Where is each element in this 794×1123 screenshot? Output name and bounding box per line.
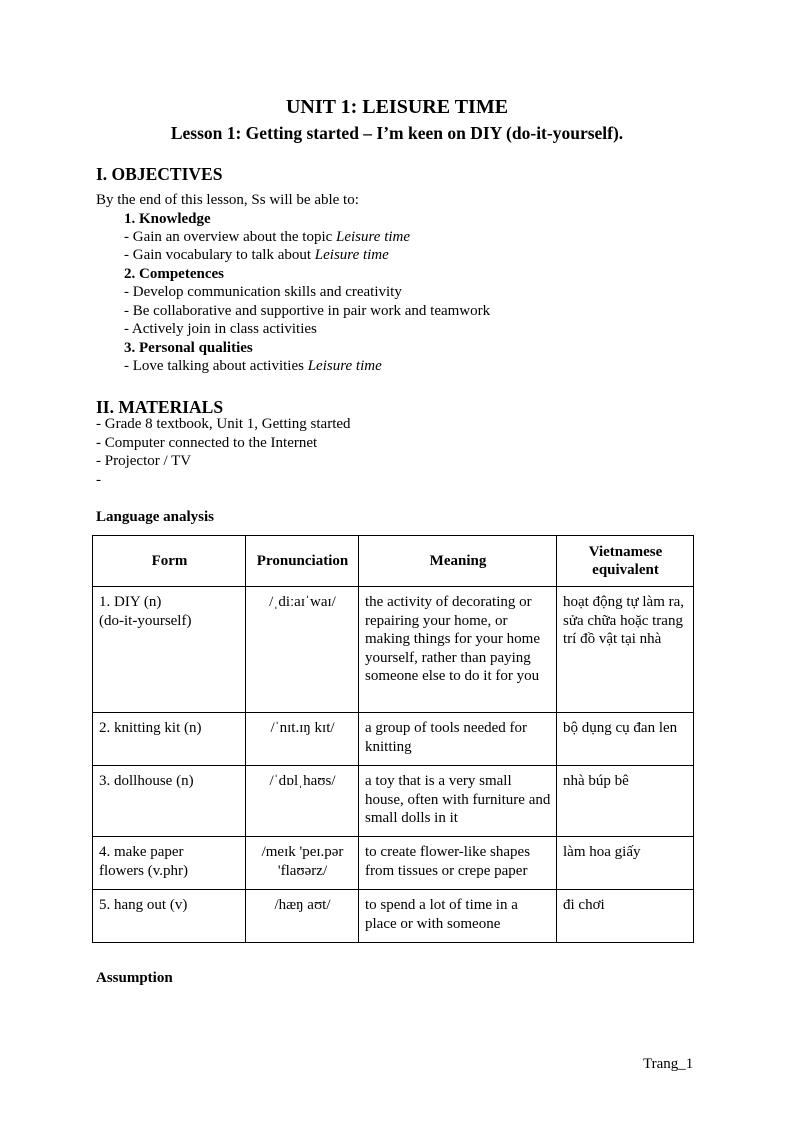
cell-pronunciation: /hæŋ aʊt/: [246, 890, 359, 943]
column-header-pronunciation: Pronunciation: [246, 536, 359, 587]
cell-form: 4. make paper flowers (v.phr): [93, 837, 246, 890]
objectives-heading: I. OBJECTIVES: [96, 164, 223, 184]
table-row: [93, 837, 694, 890]
materials-item-1: - Grade 8 textbook, Unit 1, Getting started: [96, 416, 351, 432]
knowledge-item-1-text: - Gain an overview about the topic: [124, 229, 337, 245]
knowledge-item-2-topic: Leisure time: [314, 247, 389, 263]
table-row: [93, 587, 694, 713]
table-row: [93, 890, 694, 943]
cell-pronunciation: /meɪk 'peɪ.pər 'flaʊərz/: [246, 837, 359, 890]
table-row: [93, 766, 694, 837]
cell-vietnamese: nhà búp bê: [557, 766, 694, 837]
materials-heading: II. MATERIALS: [96, 397, 224, 417]
objectives-intro: By the end of this lesson, Ss will be able to:: [96, 192, 359, 208]
quality-item-1-topic: Leisure time: [307, 358, 382, 374]
cell-form: 1. DIY (n) (do-it-yourself): [93, 587, 246, 713]
cell-vietnamese: làm hoa giấy: [557, 837, 694, 890]
page-number: Trang_1: [643, 1056, 694, 1072]
language-analysis-table: [92, 535, 694, 943]
cell-meaning: to create flower-like shapes from tissues or crepe paper: [359, 837, 557, 890]
cell-meaning: a toy that is a very small house, often with furniture and small dolls in it: [359, 766, 557, 837]
lesson-title: Lesson 1: Getting started – I’m keen on DIY (do-it-yourself).: [170, 123, 624, 143]
materials-item-2: - Computer connected to the Internet: [96, 435, 318, 451]
personal-qualities-heading: 3. Personal qualities: [124, 340, 253, 356]
cell-pronunciation: /ˌdiːaɪˈwaɪ/: [246, 587, 359, 713]
knowledge-item-2-text: - Gain vocabulary to talk about: [124, 247, 315, 263]
quality-item-1: [124, 358, 382, 375]
materials-item-4: -: [96, 472, 101, 488]
cell-form: 2. knitting kit (n): [93, 713, 246, 766]
knowledge-heading: 1. Knowledge: [124, 211, 211, 227]
cell-form: 5. hang out (v): [93, 890, 246, 943]
column-header-form: Form: [93, 536, 246, 587]
knowledge-item-1: [124, 229, 410, 246]
cell-vietnamese: bộ dụng cụ đan len: [557, 713, 694, 766]
cell-meaning: to spend a lot of time in a place or with someone: [359, 890, 557, 943]
cell-vietnamese: hoạt động tự làm ra, sửa chữa hoặc trang trí đồ vật tại nhà: [557, 587, 694, 713]
knowledge-item-1-topic: Leisure time: [336, 229, 411, 245]
quality-item-1-text: - Love talking about activities: [124, 358, 308, 374]
table-header-row: [93, 536, 694, 587]
assumption-heading: Assumption: [96, 970, 173, 986]
competence-item-3: - Actively join in class activities: [124, 321, 317, 337]
cell-meaning: a group of tools needed for knitting: [359, 713, 557, 766]
language-analysis-heading: Language analysis: [96, 509, 214, 525]
competence-item-2: - Be collaborative and supportive in pair work and teamwork: [124, 303, 491, 319]
competence-item-1: - Develop communication skills and creativity: [124, 284, 402, 300]
column-header-vietnamese: Vietnamese equivalent: [557, 536, 694, 587]
cell-vietnamese: đi chơi: [557, 890, 694, 943]
unit-title: UNIT 1: LEISURE TIME: [285, 96, 509, 118]
cell-form: 3. dollhouse (n): [93, 766, 246, 837]
column-header-meaning: Meaning: [359, 536, 557, 587]
cell-meaning: the activity of decorating or repairing your home, or making things for your home yourself, rather than paying someone else to do it for you: [359, 587, 557, 713]
cell-pronunciation: /ˈdɒlˌhaʊs/: [246, 766, 359, 837]
competences-heading: 2. Competences: [124, 266, 224, 282]
knowledge-item-2: [124, 247, 389, 264]
cell-pronunciation: /ˈnɪt.ɪŋ kɪt/: [246, 713, 359, 766]
materials-item-3: - Projector / TV: [96, 453, 192, 469]
table-row: [93, 713, 694, 766]
